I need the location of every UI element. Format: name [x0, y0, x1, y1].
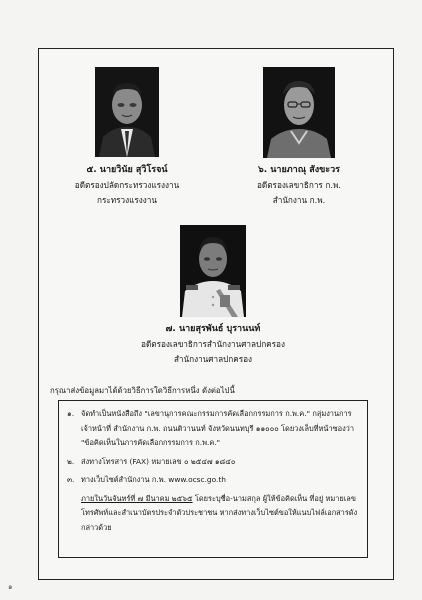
- instruction-item-1: [67, 407, 361, 451]
- person-position: อดีตรองเลขาธิการสำนักงานศาลปกครอง: [141, 339, 285, 349]
- person-name: ๖. นายภาณุ สังขะวร: [258, 165, 340, 175]
- item-text: จัดทำเป็นหนังสือถึง "เลขานุการคณะกรรมการคัดเลือกกรรมการ ก.พ.ค." กลุ่มงานการเจ้าหน้าที่ สำนักงาน ก.พ. ถนนติวานนท์ จังหวัดนนทบุรี ๑๑๐๐๐ โดยวงเล็บที่หน้าซองว่า "ข้อคิดเห็นในการคัดเลือกกรรมการ ก.พ.ค.": [81, 409, 354, 447]
- person-caption-7: [113, 322, 313, 367]
- person-caption-5: [52, 163, 202, 208]
- person-caption-6: [224, 163, 374, 208]
- portrait-photo-7: [180, 225, 246, 317]
- person-position: อดีตรองเลขาธิการ ก.พ.: [257, 180, 341, 190]
- portrait-photo-5: [95, 67, 159, 157]
- item-number: ๑.: [67, 409, 75, 418]
- item-number: ๒.: [67, 456, 75, 466]
- instructions-intro: กรุณาส่งข้อมูลมาได้ด้วยวิธีการใดวิธีการหนึ่ง ดังต่อไปนี้: [50, 386, 235, 395]
- instruction-item-2: [67, 455, 361, 470]
- person-position: อดีตรองปลัดกระทรวงแรงงาน: [74, 180, 180, 190]
- instruction-item-3: [67, 473, 361, 488]
- person-organization: สำนักงานศาลปกครอง: [173, 354, 253, 364]
- deadline-date: ภายในวันจันทร์ที่ ๗ มีนาคม ๒๕๖๕: [81, 493, 193, 503]
- item-text: ทางเว็บไซต์สำนักงาน ก.พ. www.ocsc.go.th: [81, 475, 226, 484]
- person-organization: กระทรวงแรงงาน: [96, 195, 157, 205]
- deadline-details: โดยระบุชื่อ-นามสกุล ผู้ให้ข้อคิดเห็น ที่อยู่ หมายเลขโทรศัพท์และสำเนาบัตรประจำตัวประชาชน หากส่งทางเว็บไซต์ขอให้แนบไฟล์เอกสารดังกล่าวด้วย: [81, 493, 358, 532]
- item-text: ส่งทางโทรสาร (FAX) หมายเลข ๐ ๒๕๔๗ ๑๘๔๐: [81, 456, 236, 466]
- portrait-photo-6: [263, 67, 335, 158]
- person-name: ๕. นายวินัย สุวิโรจน์: [86, 165, 168, 175]
- deadline-note: [67, 492, 361, 536]
- item-number: ๓.: [67, 475, 75, 484]
- person-organization: สำนักงาน ก.พ.: [272, 195, 326, 205]
- page-mark: ๑: [8, 583, 13, 591]
- person-name: ๗. นายสุรพันธ์ บุรานนท์: [165, 324, 261, 334]
- instructions-box: [58, 400, 368, 558]
